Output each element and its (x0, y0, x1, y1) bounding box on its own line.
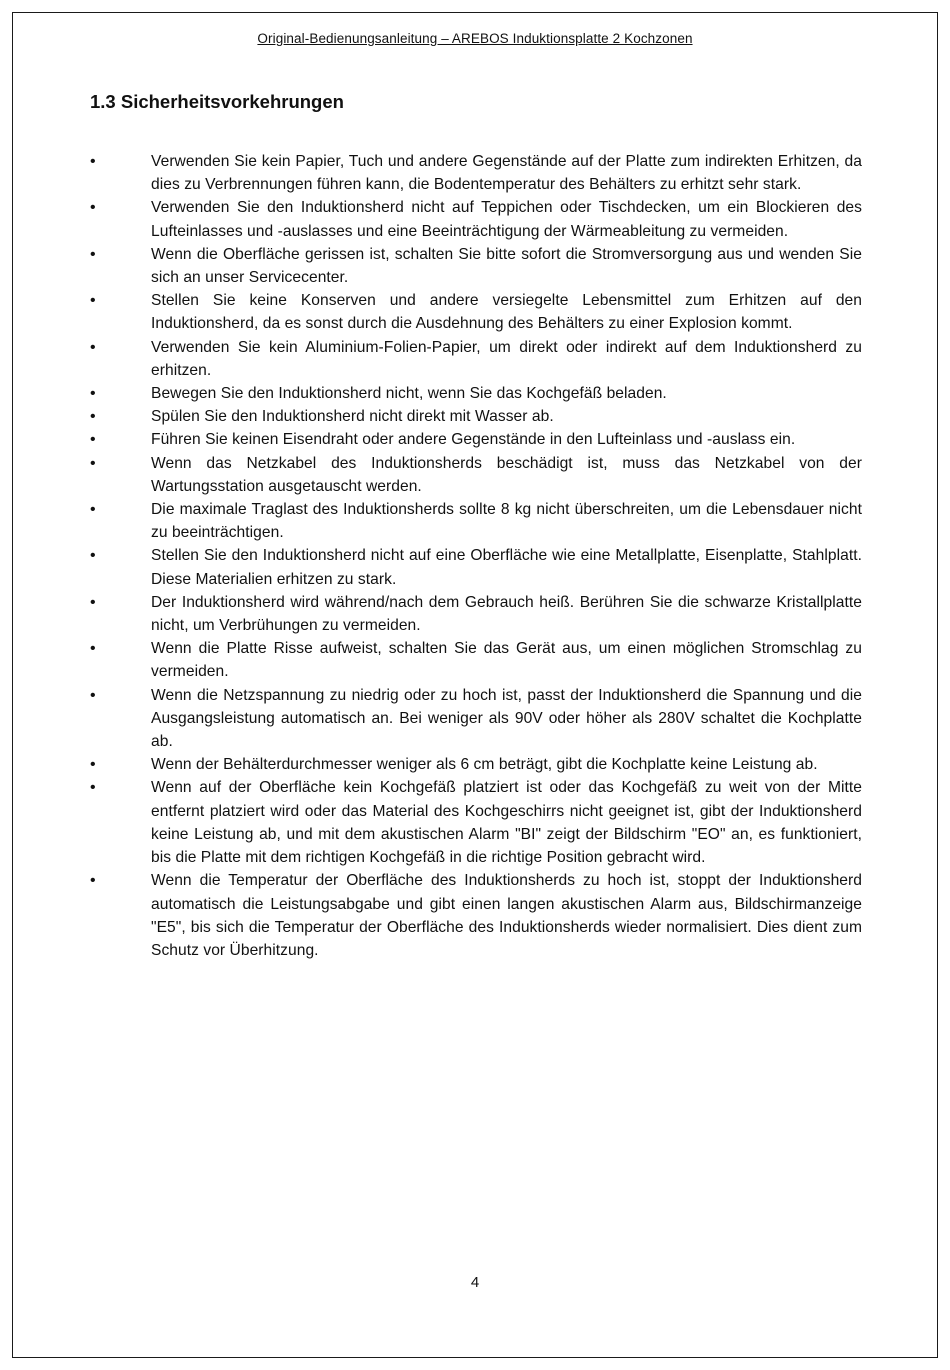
list-item (90, 591, 862, 637)
list-item-text: Wenn auf der Oberfläche kein Kochgefäß platziert ist oder das Kochgefäß zu weit von der Mitte entfernt platziert wird oder das Material des Kochgeschirrs nicht geeignet ist, gibt der Induktionsherd keine Leistung ab, und mit dem akustischen Alarm "BI" zeigt der Bildschirm "EO" an, es funktioniert, bis die Platte mit dem richtigen Kochgefäß in die richtige Position gebracht wird. (151, 779, 862, 867)
list-item-text: Wenn das Netzkabel des Induktionsherds beschädigt ist, muss das Netzkabel von der Wartungsstation ausgetauscht werden. (151, 454, 862, 495)
list-item-text: Der Induktionsherd wird während/nach dem Gebrauch heiß. Berühren Sie die schwarze Kristallplatte nicht, um Verbrühungen zu vermeiden. (151, 593, 862, 635)
list-item (90, 637, 862, 683)
list-item (90, 544, 862, 590)
bullet-icon: • (90, 245, 96, 263)
list-item (90, 869, 862, 962)
bullet-icon: • (90, 408, 96, 426)
list-item (90, 684, 862, 754)
bullet-icon: • (90, 872, 96, 890)
bullet-icon: • (90, 199, 96, 217)
list-item-text: Spülen Sie den Induktionsherd nicht direkt mit Wasser ab. (151, 408, 554, 426)
list-item (90, 289, 862, 335)
bullet-icon: • (90, 501, 96, 519)
safety-bullet-list (90, 150, 862, 962)
list-item-text: Verwenden Sie kein Aluminium-Folien-Papier, um direkt oder indirekt auf dem Induktionsherd zu erhitzen. (151, 338, 862, 379)
bullet-icon: • (90, 153, 96, 170)
list-item-text: Wenn die Oberfläche gerissen ist, schalten Sie bitte sofort die Stromversorgung aus und wenden Sie sich an unser Servicecenter. (151, 245, 862, 287)
bullet-icon: • (90, 686, 96, 704)
list-item (90, 243, 862, 289)
list-item-text: Verwenden Sie den Induktionsherd nicht auf Teppichen oder Tischdecken, um ein Blockieren des Lufteinlasses und -auslasses und eine Beeinträchtigung der Wärmeableitung zu vermeiden. (151, 199, 862, 240)
list-item-text: Verwenden Sie kein Papier, Tuch und andere Gegenstände auf der Platte zum indirekten Erhitzen, da dies zu Verbrennungen führen kann, die Bodentemperatur des Behälters zu erhitzt sehr stark. (151, 153, 862, 194)
list-item (90, 498, 862, 544)
list-item-text: Stellen Sie keine Konserven und andere versiegelte Lebensmittel zum Erhitzen auf den Induktionsherd, da es sonst durch die Ausdehnung des Behälters zu einer Explosion kommt. (151, 292, 862, 333)
bullet-icon: • (90, 431, 96, 449)
bullet-icon: • (90, 454, 96, 472)
section-title: 1.3 Sicherheitsvorkehrungen (90, 91, 344, 112)
bullet-icon: • (90, 756, 96, 774)
list-item-text: Wenn der Behälterdurchmesser weniger als 6 cm beträgt, gibt die Kochplatte keine Leistung ab. (151, 756, 818, 774)
bullet-icon: • (90, 547, 96, 565)
list-item-text: Stellen Sie den Induktionsherd nicht auf eine Oberfläche wie eine Metallplatte, Eisenplatte, Stahlplatt. Diese Materialien erhitzen zu stark. (151, 547, 862, 588)
list-item (90, 405, 862, 428)
bullet-icon: • (90, 338, 96, 356)
list-item (90, 753, 862, 776)
list-item (90, 196, 862, 242)
list-item (90, 336, 862, 382)
list-item-text: Wenn die Temperatur der Oberfläche des Induktionsherds zu hoch ist, stoppt der Induktionsherd automatisch die Leistungsabgabe und gibt einen langen akustischen Alarm aus, Bildschirmanzeige "E5", bis sich die Temperatur der Oberfläche des Induktionsherds wieder normalisiert. Dies dient zum Schutz vor Überhitzung. (151, 872, 862, 959)
list-item-text: Bewegen Sie den Induktionsherd nicht, wenn Sie das Kochgefäß beladen. (151, 385, 667, 403)
bullet-icon: • (90, 593, 96, 611)
bullet-icon: • (90, 779, 96, 797)
list-item (90, 150, 862, 196)
bullet-icon: • (90, 292, 96, 310)
list-item (90, 428, 862, 451)
list-item-text: Wenn die Platte Risse aufweist, schalten Sie das Gerät aus, um einen möglichen Stromschlag zu vermeiden. (151, 640, 862, 681)
list-item (90, 776, 862, 869)
list-item (90, 382, 862, 405)
page-number: 4 (470, 1274, 480, 1291)
list-item-text: Die maximale Traglast des Induktionsherds sollte 8 kg nicht überschreiten, um die Lebensdauer nicht zu beeinträchtigen. (151, 501, 862, 542)
bullet-icon: • (90, 385, 96, 403)
bullet-icon: • (90, 640, 96, 658)
running-header: Original-Bedienungsanleitung – AREBOS Induktionsplatte 2 Kochzonen (257, 31, 693, 46)
list-item-text: Wenn die Netzspannung zu niedrig oder zu hoch ist, passt der Induktionsherd die Spannung und die Ausgangsleistung automatisch an. Bei weniger als 90V oder höher als 280V schaltet die Kochplatte ab. (151, 686, 862, 751)
list-item-text: Führen Sie keinen Eisendraht oder andere Gegenstände in den Lufteinlass und -auslass ein. (151, 431, 796, 449)
list-item (90, 452, 862, 498)
